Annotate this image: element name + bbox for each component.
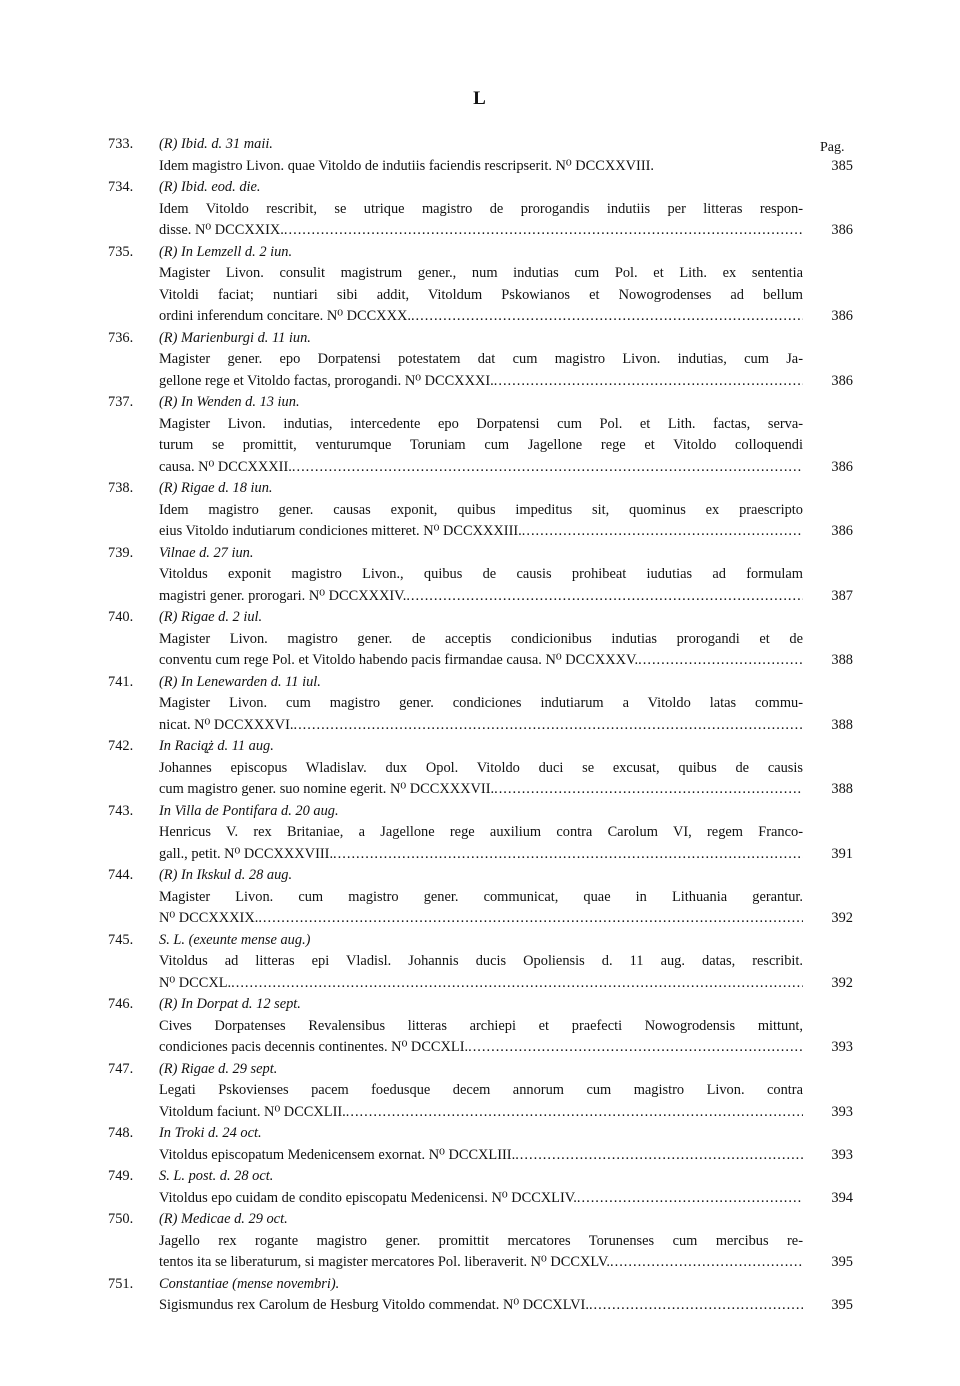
page-number: 388	[831, 781, 853, 797]
entry-number: 743.	[108, 802, 134, 819]
entry-heading: (R) Rigae d. 2 iul.	[159, 609, 263, 625]
index-entry	[0, 672, 960, 737]
index-entry	[0, 607, 960, 672]
entry-text-line	[159, 1188, 803, 1210]
entry-number: 742.	[108, 738, 134, 754]
page-number: 393	[831, 1146, 853, 1163]
dot-leader	[638, 650, 803, 672]
index-entry	[0, 930, 960, 995]
entry-text-line	[159, 349, 803, 371]
entry-summary-text: Idem magistro Livon. quae Vitoldo de indutiis faciendis rescripserit. N⁰ DCCXXVIII.	[159, 157, 655, 174]
entry-summary-text: ordini inferendum concitare. N⁰ DCCXXX.	[159, 308, 411, 324]
entry-number: 744.	[108, 867, 134, 883]
entry-text-line	[159, 887, 803, 909]
dot-leader	[494, 779, 803, 801]
entry-text-line	[159, 629, 803, 651]
index-entry	[0, 392, 960, 478]
entry-heading: Vilnae d. 27 iun.	[159, 544, 254, 561]
index-entry	[0, 801, 960, 866]
entry-summary-text: N⁰ DCCXL.	[159, 974, 232, 991]
page-number: 395	[831, 1254, 853, 1270]
entry-number: 737.	[108, 394, 134, 410]
entry-text-line	[159, 435, 803, 457]
index-entry	[0, 1166, 960, 1209]
entry-summary-text: gellone rege et Vitoldo factas, prorogandi. N⁰ DCCXXXI.	[159, 372, 494, 389]
entry-text-line	[159, 844, 803, 866]
entry-heading: (R) In Lenewarden d. 11 iul.	[159, 673, 321, 690]
entry-summary-text: cum magistro gener. suo nomine egerit. N⁰ DCCXXXVII.	[159, 781, 495, 797]
index-entry	[0, 134, 960, 177]
entry-summary-text: Magister Livon. consulit magistrum gener., num indutias cum Pol. et Lith. ex sententia	[159, 265, 803, 281]
entry-summary-text: disse. N⁰ DCCXXIX.	[159, 222, 284, 238]
entry-text-line	[159, 693, 803, 715]
entry-summary-text: Vitoldus ad litteras epi Vladisl. Johannis ducis Opoliensis d. 11 aug. datas, rescribit.	[159, 953, 803, 969]
dot-leader	[522, 521, 803, 543]
index-entry	[0, 478, 960, 543]
entry-number: 750.	[108, 1211, 134, 1227]
page-number: 394	[831, 1189, 853, 1206]
entry-number: 749.	[108, 1168, 134, 1184]
dot-leader	[346, 1102, 803, 1124]
entry-heading: (R) Marienburgi d. 11 iun.	[159, 329, 311, 346]
page-number: 385	[831, 157, 853, 174]
page-number: 386	[831, 458, 853, 475]
entry-heading: S. L. post. d. 28 oct.	[159, 1168, 274, 1184]
entry-heading: (R) Medicae d. 29 oct.	[159, 1211, 288, 1227]
entry-text-line	[159, 908, 803, 930]
entry-number: 736.	[108, 329, 134, 346]
dot-leader	[494, 371, 803, 393]
entry-text-line	[159, 564, 803, 586]
entry-heading: Constantiae (mense novembri).	[159, 1275, 340, 1292]
entry-summary-text: Johannes episcopus Wladislav. dux Opol. Vitoldo duci se excusat, quibus de causis	[159, 759, 803, 776]
entries-list	[0, 134, 960, 1317]
dot-leader	[333, 844, 803, 866]
page-number: 388	[831, 716, 853, 733]
page-number: 388	[831, 652, 853, 668]
entry-text-line	[159, 822, 803, 844]
entry-summary-text: eius Vitoldo indutiarum condiciones mitteret. N⁰ DCCXXXIII.	[159, 523, 522, 539]
entry-summary-text: turum se promittit, venturumque Toruniam cum Jagellone rege et Vitoldo colloquendi	[159, 437, 803, 453]
page-number: 393	[831, 1039, 853, 1055]
index-entry	[0, 1123, 960, 1166]
dot-leader	[577, 1188, 803, 1210]
entry-heading: S. L. (exeunte mense aug.)	[159, 931, 311, 948]
entry-text-line	[159, 1080, 803, 1102]
entry-summary-text: magistri gener. prorogari. N⁰ DCCXXXIV.	[159, 587, 407, 604]
dot-leader	[610, 1252, 803, 1274]
page-number: 391	[831, 845, 853, 862]
page-number: 386	[831, 308, 853, 324]
entry-summary-text: N⁰ DCCXXXIX.	[159, 910, 259, 926]
entry-summary-text: Legati Pskovienses pacem foedusque decem annorum cum magistro Livon. contra	[159, 1082, 803, 1098]
index-entry	[0, 865, 960, 930]
entry-summary-text: conventu cum rege Pol. et Vitoldo habendo pacis firmandae causa. N⁰ DCCXXXV.	[159, 652, 639, 668]
index-entry	[0, 1209, 960, 1274]
entry-summary-text: Magister Livon. cum magistro gener. condiciones indutiarum a Vitoldo latas commu-	[159, 695, 803, 711]
dot-leader	[231, 973, 803, 995]
entry-number: 734.	[108, 179, 134, 195]
entry-text-line	[159, 306, 803, 328]
entry-summary-text: Vitoldus epo cuidam de condito episcopatu Medenicensi. N⁰ DCCXLIV.	[159, 1189, 577, 1206]
entry-summary-text: Cives Dorpatenses Revalensibus litteras archiepi et praefecti Nowogrodensis mittunt,	[159, 1017, 803, 1034]
entry-heading: In Villa de Pontifara d. 20 aug.	[159, 802, 339, 819]
entry-text-line	[159, 1295, 803, 1317]
entry-heading: (R) Rigae d. 29 sept.	[159, 1060, 278, 1077]
entry-summary-text: Magister gener. epo Dorpatensi potestatem dat cum magistro Livon. indutias, cum Ja-	[159, 351, 803, 367]
entry-summary-text: Vitoldi faciat; nuntiari sibi addit, Vitoldum Pskowianos et Nowogrodenses ad bellum	[159, 286, 803, 303]
entry-text-line	[159, 973, 803, 995]
entry-text-line	[159, 263, 803, 285]
index-entry	[0, 736, 960, 801]
entry-summary-text: Henricus V. rex Britaniae, a Jagellone rege auxilium contra Carolum VI, regem Franco-	[159, 824, 803, 840]
entry-heading: (R) Rigae d. 18 iun.	[159, 480, 273, 496]
pag-column-label: Pag.	[820, 140, 845, 155]
entry-text-line	[159, 758, 803, 780]
page-number: 392	[831, 974, 853, 991]
entry-number: 746.	[108, 996, 134, 1012]
entry-number: 748.	[108, 1125, 134, 1141]
entry-summary-text: condiciones pacis decennis continentes. N⁰ DCCXLI.	[159, 1039, 469, 1055]
dot-leader	[406, 586, 803, 608]
page-number: 386	[831, 372, 853, 389]
dot-leader	[293, 715, 803, 737]
entry-text-line	[159, 1016, 803, 1038]
entry-text-line	[159, 715, 803, 737]
dot-leader	[589, 1295, 803, 1317]
entry-text-line	[159, 371, 803, 393]
index-entry	[0, 177, 960, 242]
entry-summary-text: Magister Livon. indutias, intercedente epo Dorpatensi cum Pol. et Lith. factas, serva-	[159, 415, 803, 432]
entry-text-line	[159, 951, 803, 973]
dot-leader	[468, 1037, 803, 1059]
index-entry	[0, 1274, 960, 1317]
index-entry	[0, 543, 960, 608]
entry-summary-text: Idem Vitoldo rescribit, se utrique magistro de prorogandis indutiis per litteras respon-	[159, 200, 803, 217]
entry-number: 747.	[108, 1060, 134, 1077]
entry-text-line	[159, 414, 803, 436]
entry-number: 733.	[108, 136, 134, 152]
entry-text-line	[159, 285, 803, 307]
entry-text-line	[159, 199, 803, 221]
entry-summary-text: nicat. N⁰ DCCXXXVI.	[159, 716, 294, 733]
dot-leader	[515, 1145, 803, 1167]
dot-leader	[411, 306, 803, 328]
entry-heading: (R) In Lemzell d. 2 iun.	[159, 243, 293, 260]
entry-heading: (R) In Wenden d. 13 iun.	[159, 394, 300, 410]
entry-summary-text: gall., petit. N⁰ DCCXXXVIII.	[159, 845, 334, 862]
entry-text-line	[159, 1037, 803, 1059]
entry-number: 735.	[108, 243, 134, 260]
page-letter-heading: L	[473, 88, 487, 109]
entry-summary-text: Vitoldum faciunt. N⁰ DCCXLII.	[159, 1103, 346, 1120]
index-entry	[0, 994, 960, 1059]
entry-text-line	[159, 457, 803, 479]
entry-number: 751.	[108, 1275, 134, 1292]
entry-text-line	[159, 650, 803, 672]
entry-summary-text: tentos ita se liberaturum, si magister mercatores Pol. liberaverit. N⁰ DCCXLV.	[159, 1254, 610, 1270]
entry-number: 741.	[108, 673, 134, 690]
index-entry	[0, 328, 960, 393]
entry-text-line	[159, 1252, 803, 1274]
index-entry	[0, 242, 960, 328]
page-number: 393	[831, 1103, 853, 1120]
entry-number: 738.	[108, 480, 134, 496]
entry-heading: (R) Ibid. d. 31 maii.	[159, 136, 273, 152]
entry-summary-text: Jagello rex rogante magistro gener. promittit mercatores Torunenses cum mercibus re-	[159, 1232, 803, 1249]
entry-heading: (R) In Ikskul d. 28 aug.	[159, 867, 293, 883]
page-number: 395	[831, 1297, 853, 1313]
dot-leader	[258, 908, 803, 930]
entry-number: 745.	[108, 931, 134, 948]
dot-leader	[292, 457, 803, 479]
entry-summary-text: Vitoldus episcopatum Medenicensem exornat. N⁰ DCCXLIII.	[159, 1146, 516, 1163]
entry-heading: In Racią̨ż d. 11 aug.	[159, 738, 274, 754]
entry-text-line	[159, 586, 803, 608]
entry-heading: In Troki d. 24 oct.	[159, 1125, 262, 1141]
entry-heading: (R) In Dorpat d. 12 sept.	[159, 996, 301, 1012]
entry-text-line	[159, 1145, 803, 1167]
dot-leader	[284, 220, 803, 242]
index-entry	[0, 1059, 960, 1124]
entry-summary-text: Sigismundus rex Carolum de Hesburg Vitoldo commendat. N⁰ DCCXLVI.	[159, 1297, 589, 1313]
page-number: 386	[831, 222, 853, 238]
page-number: 392	[831, 910, 853, 926]
entry-text-line	[159, 500, 803, 522]
entry-summary-text: Vitoldus exponit magistro Livon., quibus de causis prohibeat iudutias ad formulam	[159, 566, 803, 582]
entry-text-line	[159, 156, 803, 178]
page-number: 387	[831, 587, 853, 604]
entry-heading: (R) Ibid. eod. die.	[159, 179, 261, 195]
entry-text-line	[159, 1102, 803, 1124]
entry-text-line	[159, 779, 803, 801]
entry-summary-text: Magister Livon. cum magistro gener. communicat, quae in Lithuania gerantur.	[159, 888, 803, 905]
entry-number: 740.	[108, 609, 134, 625]
entry-summary-text: Magister Livon. magistro gener. de acceptis condicionibus indutias prorogandi et de	[159, 630, 803, 647]
entry-text-line	[159, 521, 803, 543]
entry-number: 739.	[108, 544, 134, 561]
page-number: 386	[831, 523, 853, 539]
entry-text-line	[159, 220, 803, 242]
entry-text-line	[159, 1231, 803, 1253]
entry-summary-text: Idem magistro gener. causas exponit, quibus impeditus sit, quominus ex praescripto	[159, 501, 803, 518]
entry-summary-text: causa. N⁰ DCCXXXII.	[159, 458, 292, 475]
